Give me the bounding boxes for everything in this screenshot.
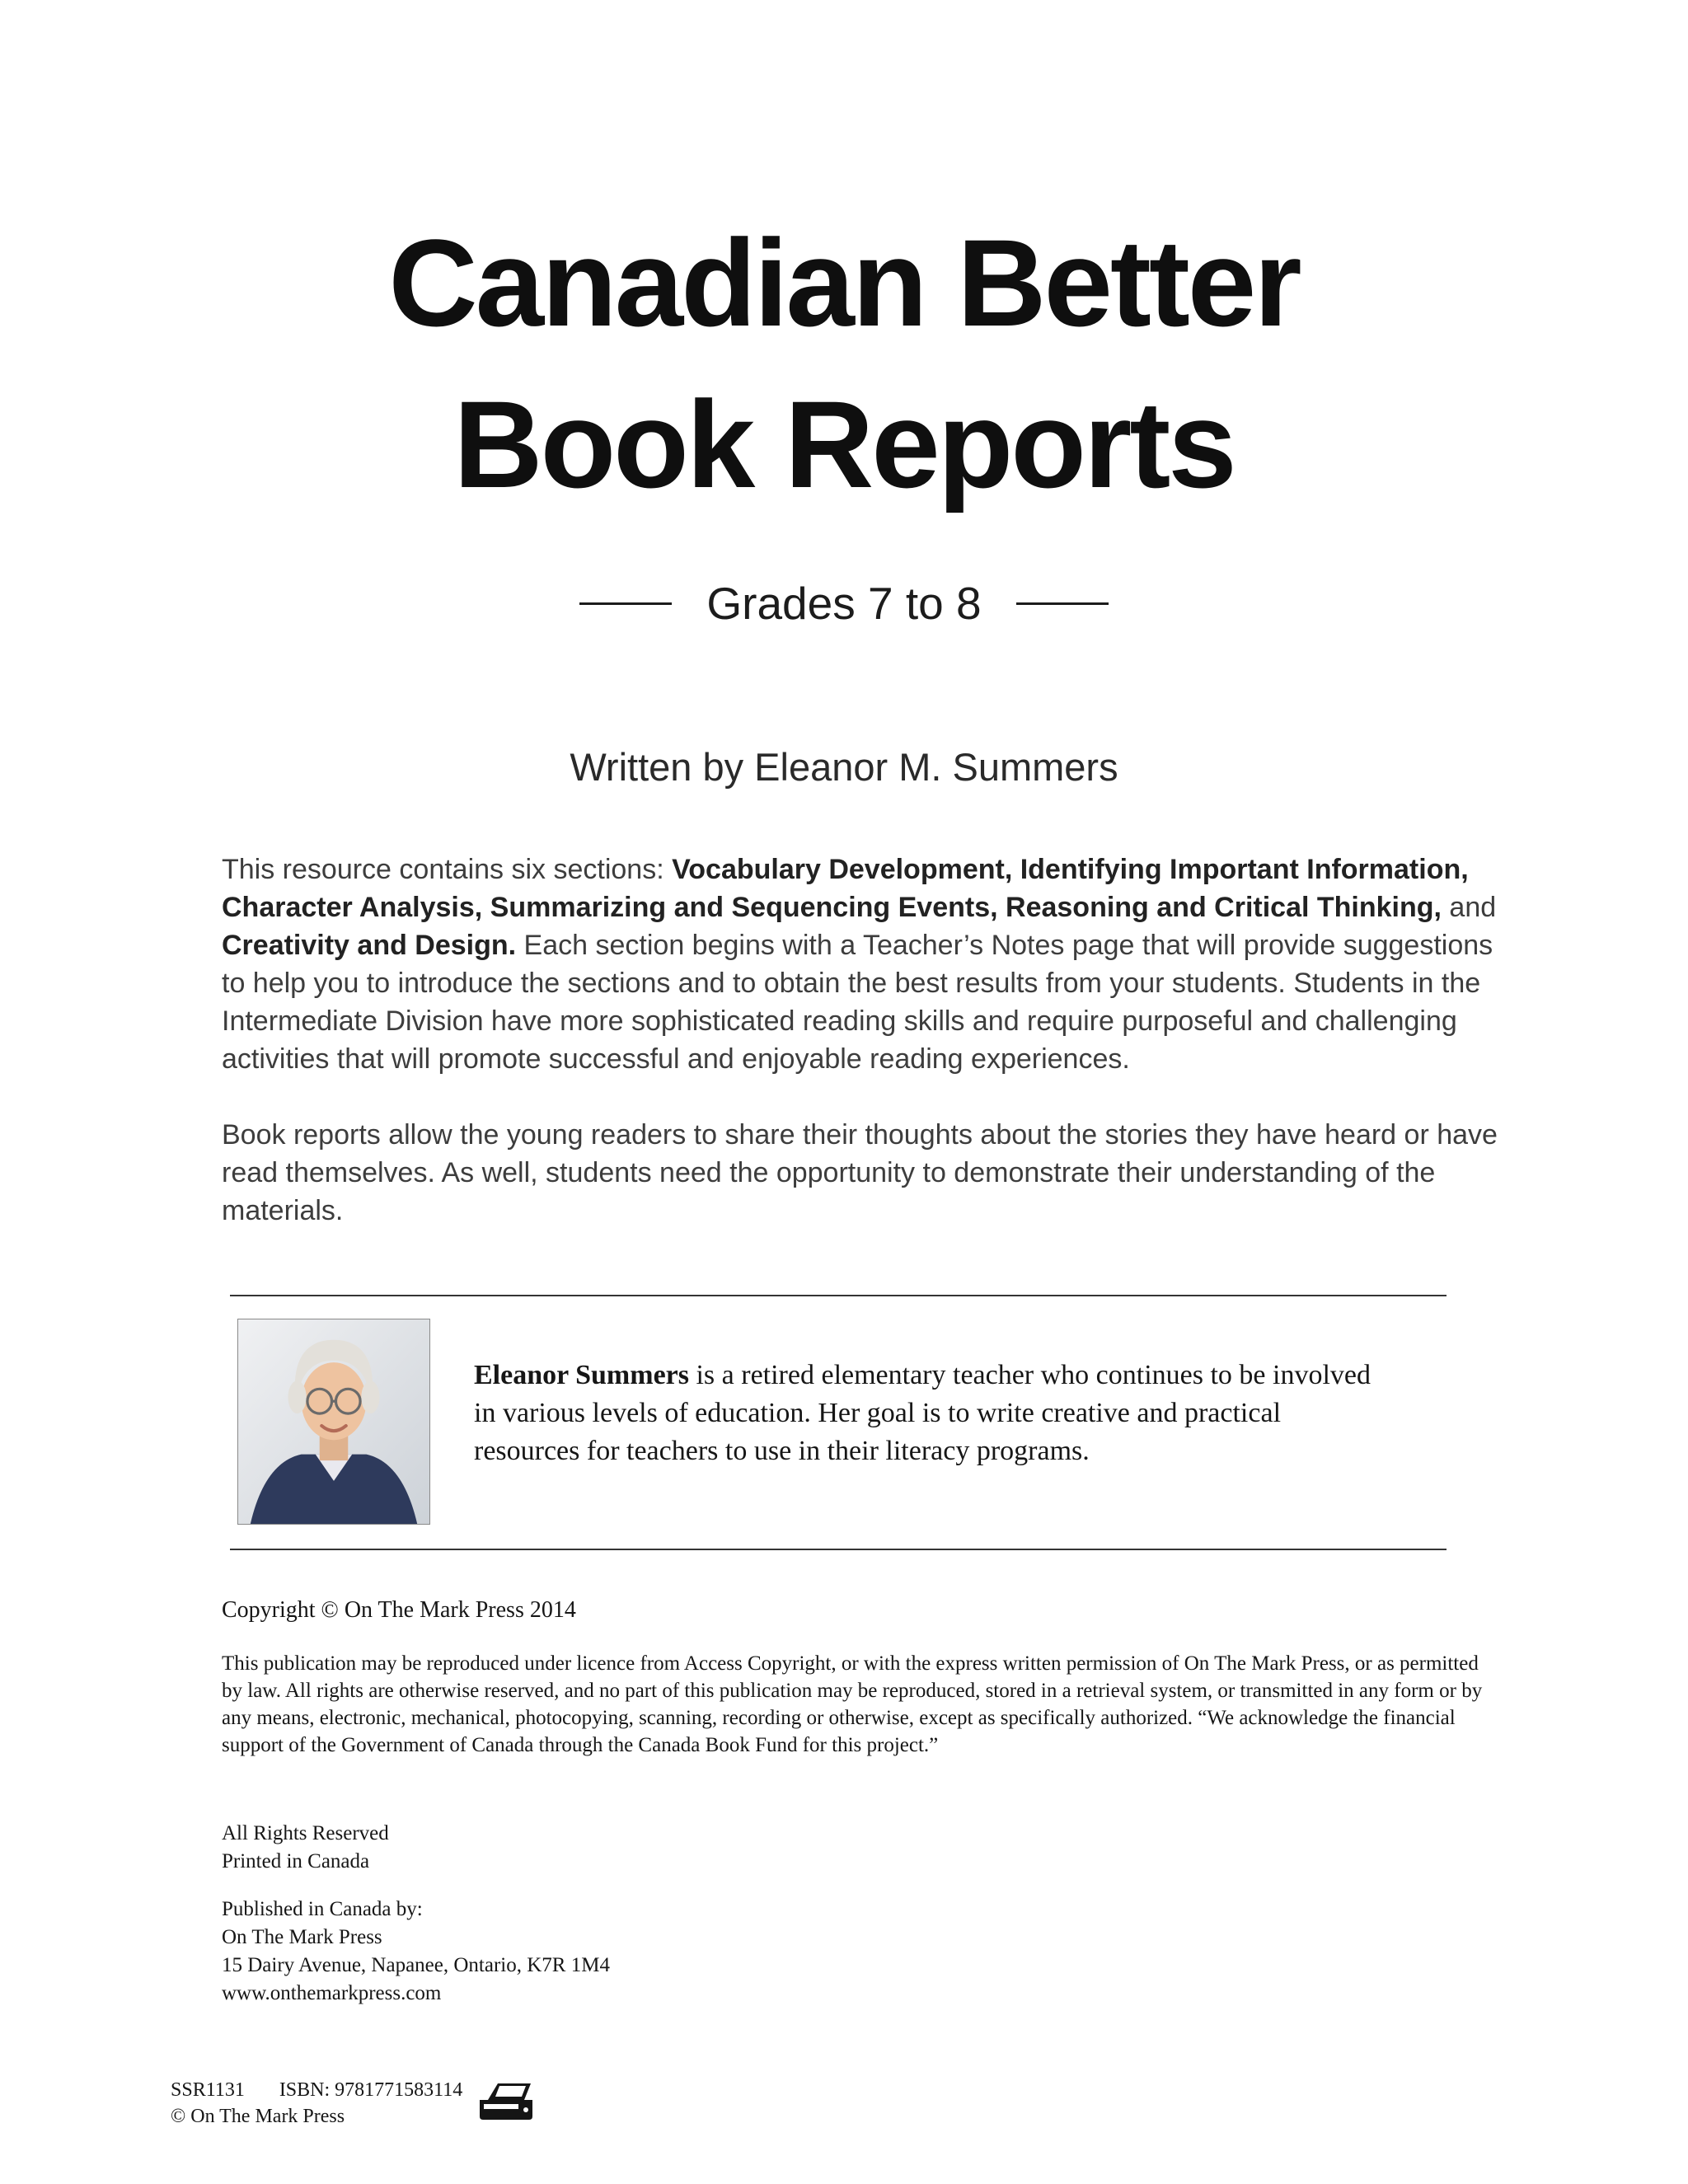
intro-p1-bold-1: Vocabulary Development, Identifying Important Information, Character Analysis, Summarizing and Sequencing Events, Reasoning and Critical Thinking,: [222, 854, 1469, 923]
author-photo: [237, 1319, 430, 1525]
intro-p1-bold-2: Creativity and Design.: [222, 930, 517, 961]
book-title-line2: Book Reports: [453, 375, 1235, 513]
published-line-1: Published in Canada by:: [222, 1898, 423, 1920]
photocopier-icon-graphic: [476, 2074, 539, 2123]
isbn: ISBN: 9781771583114: [279, 2079, 463, 2101]
publisher-address: 15 Dairy Avenue, Napanee, Ontario, K7R 1M4: [222, 1954, 610, 1976]
publisher-website: www.onthemarkpress.com: [222, 1982, 442, 2004]
left-rule-line: [579, 602, 672, 605]
intro-paragraph-2: Book reports allow the young readers to share their thoughts about the stories they have heard or have read themselves. As well, students need the opportunity to demonstrate their understanding of the materials.: [222, 1119, 1498, 1226]
intro-p1-text-3: Each section begins with a Teacher’s Notes page that will provide suggestions to help you to introduce the sections and to obtain the best results from your students. Students in the Intermediate Division have more sophisticated reading skills and require purposeful and challenging activities that will promote successful and enjoyable reading experiences.: [222, 930, 1493, 1075]
licence-text: This publication may be reproduced under licence from Access Copyright, or with the express written permission of On The Mark Press, or as permitted by law. All rights are otherwise reserved, and no part of this publication may be reproduced, stored in a retrieval system, or transmitted in any form or by any means, electronic, mechanical, photocopying, scanning, recording or otherwise, except as specifically authorized. “We acknowledge the financial support of the Government of Canada through the Canada Book Fund for this project.”: [222, 1652, 1483, 1756]
byline: Written by Eleanor M. Summers: [570, 745, 1118, 789]
intro-section: [222, 851, 1509, 1230]
divider-bottom: [230, 1549, 1447, 1550]
footer-imprint: © On The Mark Press: [171, 2106, 345, 2127]
grade-range-label: Grades 7 to 8: [706, 578, 982, 629]
grade-range: [0, 577, 1688, 630]
intro-paragraph-1: [222, 851, 1509, 1078]
rights-line-2: Printed in Canada: [222, 1850, 370, 1872]
rights-line-1: All Rights Reserved: [222, 1822, 389, 1844]
author-bio: [474, 1357, 1385, 1470]
photocopier-icon: [476, 2074, 539, 2123]
author-name: Eleanor Summers: [474, 1360, 689, 1390]
author-portrait-illustration: [238, 1319, 429, 1524]
footer-code-line: [171, 2077, 462, 2103]
intro-p1-text-1: This resource contains six sections:: [222, 854, 673, 885]
rights-block: [222, 1820, 389, 1876]
publisher-name: On The Mark Press: [222, 1926, 382, 1948]
author-bio-text: is a retired elementary teacher who continues to be involved in various levels of education. Her goal is to write creative and practical resources for teachers to use in their literacy programs.: [474, 1360, 1372, 1466]
footer: [171, 2077, 462, 2130]
divider-top: [230, 1295, 1447, 1296]
book-title-line1: Canadian Better: [388, 213, 1300, 352]
intro-p1-text-2: and: [1441, 892, 1497, 923]
publisher-block: [222, 1896, 610, 2008]
book-title: [0, 202, 1688, 525]
right-rule-line: [1016, 602, 1109, 605]
copyright-notice: Copyright © On The Mark Press 2014: [222, 1597, 576, 1623]
product-code: SSR1131: [171, 2079, 245, 2101]
